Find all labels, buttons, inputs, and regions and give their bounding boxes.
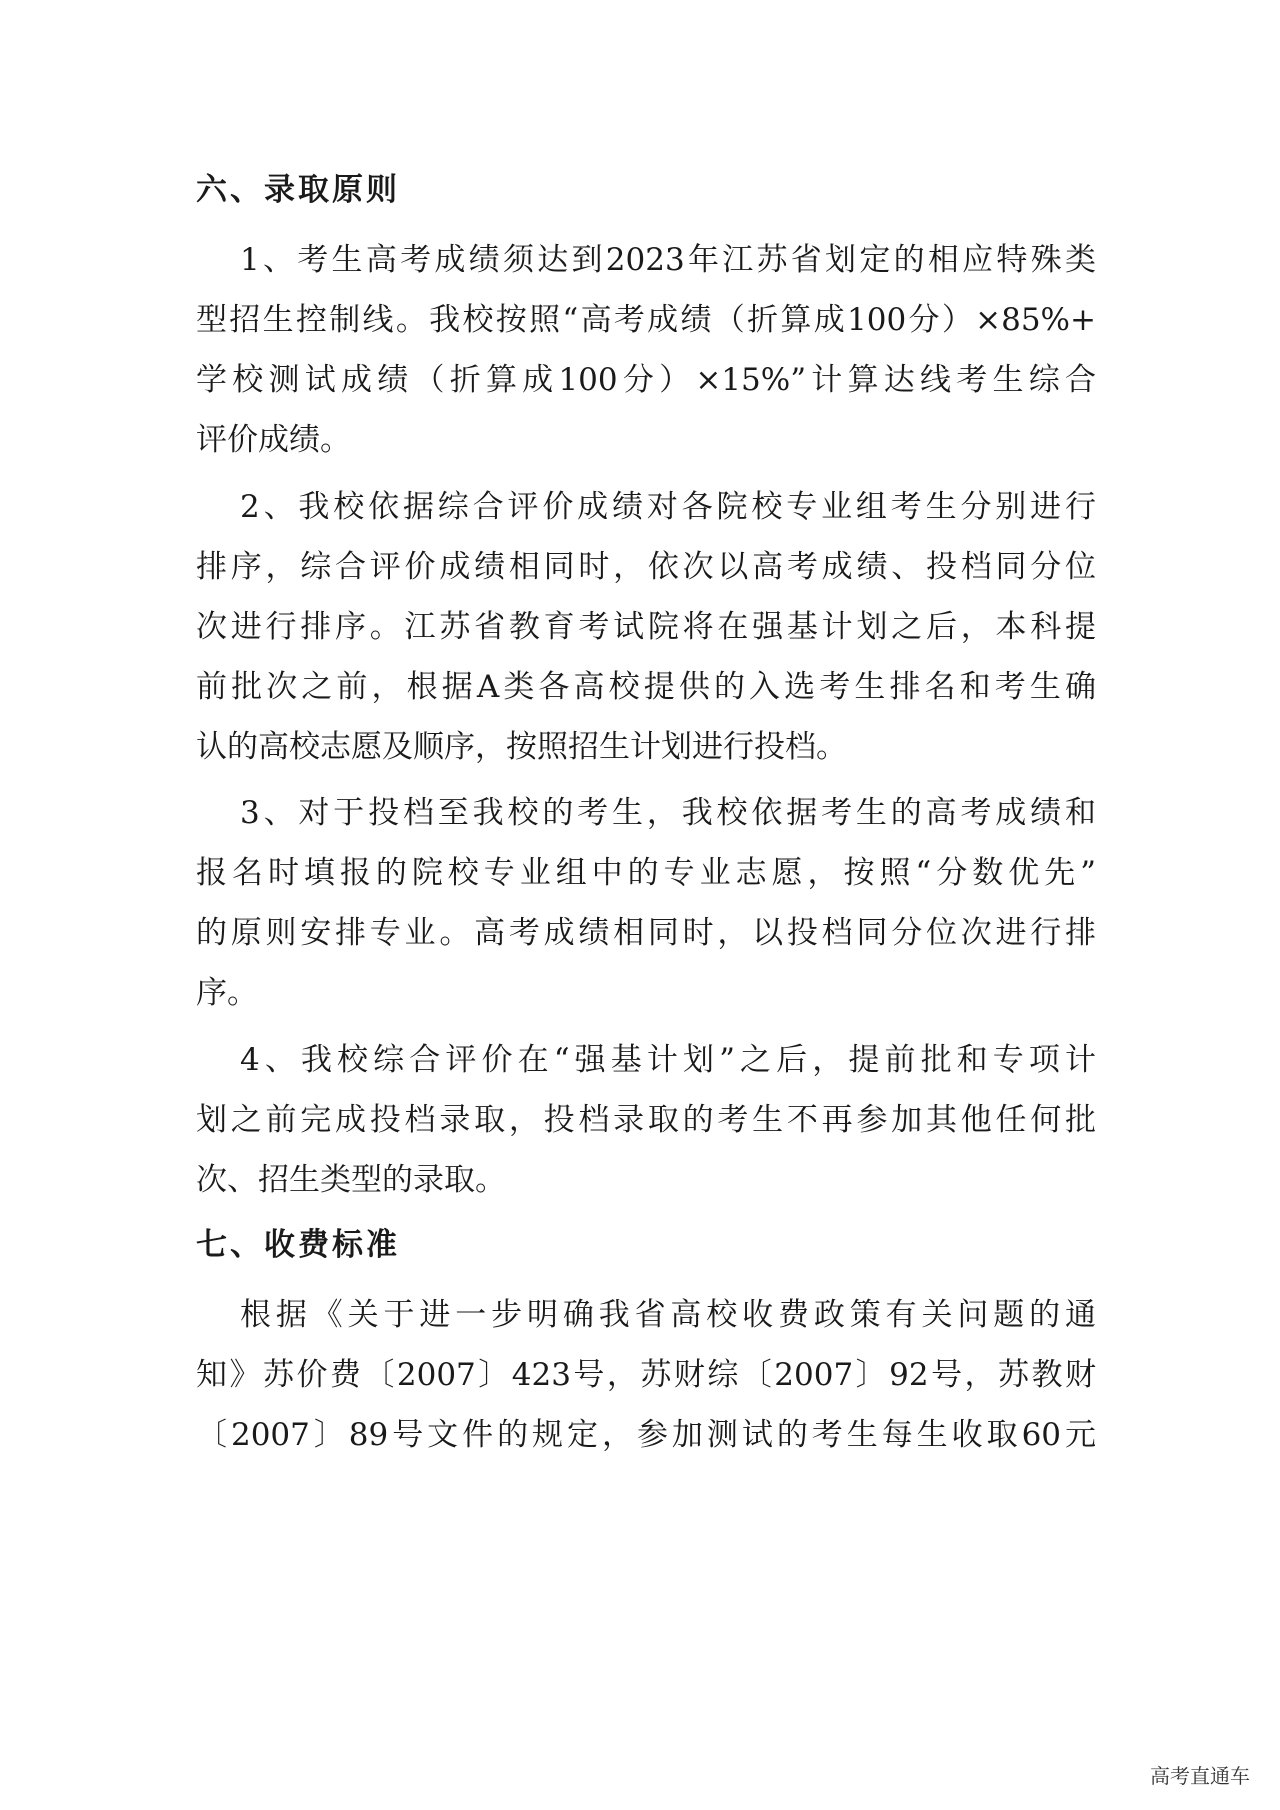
paragraph-line: 次、招生类型的录取。	[196, 1162, 506, 1198]
paragraph-line: 1、考生高考成绩须达到2023年江苏省划定的相应特殊类	[240, 242, 1096, 278]
paragraph-line: 型招生控制线。我校按照“高考成绩（折算成100分）×85%+	[196, 302, 1096, 338]
paragraph-line: 的原则安排专业。高考成绩相同时，以投档同分位次进行排	[196, 915, 1096, 951]
section-heading-admission-principles: 六、录取原则	[196, 172, 400, 208]
paragraph-line: 根据《关于进一步明确我省高校收费政策有关问题的通	[240, 1297, 1096, 1333]
watermark: 高考直通车	[1150, 1764, 1250, 1788]
paragraph-line: 知》苏价费〔2007〕423号，苏财综〔2007〕92号，苏教财	[196, 1357, 1096, 1393]
paragraph-line: 认的高校志愿及顺序，按照招生计划进行投档。	[196, 729, 847, 765]
paragraph-line: 〔2007〕89号文件的规定，参加测试的考生每生收取60元	[196, 1417, 1096, 1453]
paragraph-line: 4、我校综合评价在“强基计划”之后，提前批和专项计	[240, 1042, 1096, 1078]
paragraph-line: 学校测试成绩（折算成100分）×15%”计算达线考生综合	[196, 362, 1096, 398]
paragraph-line: 报名时填报的院校专业组中的专业志愿，按照“分数优先”	[196, 855, 1096, 891]
paragraph-line: 划之前完成投档录取，投档录取的考生不再参加其他任何批	[196, 1102, 1096, 1138]
paragraph-line: 序。	[196, 975, 258, 1011]
paragraph-line: 3、对于投档至我校的考生，我校依据考生的高考成绩和	[240, 795, 1096, 831]
paragraph-line: 前批次之前，根据A类各高校提供的入选考生排名和考生确	[196, 669, 1096, 705]
paragraph-line: 次进行排序。江苏省教育考试院将在强基计划之后，本科提	[196, 609, 1096, 645]
paragraph-line: 排序，综合评价成绩相同时，依次以高考成绩、投档同分位	[196, 549, 1096, 585]
paragraph-line: 评价成绩。	[196, 422, 351, 458]
paragraph-line: 2、我校依据综合评价成绩对各院校专业组考生分别进行	[240, 489, 1096, 525]
section-heading-fee-standards: 七、收费标准	[196, 1227, 400, 1263]
